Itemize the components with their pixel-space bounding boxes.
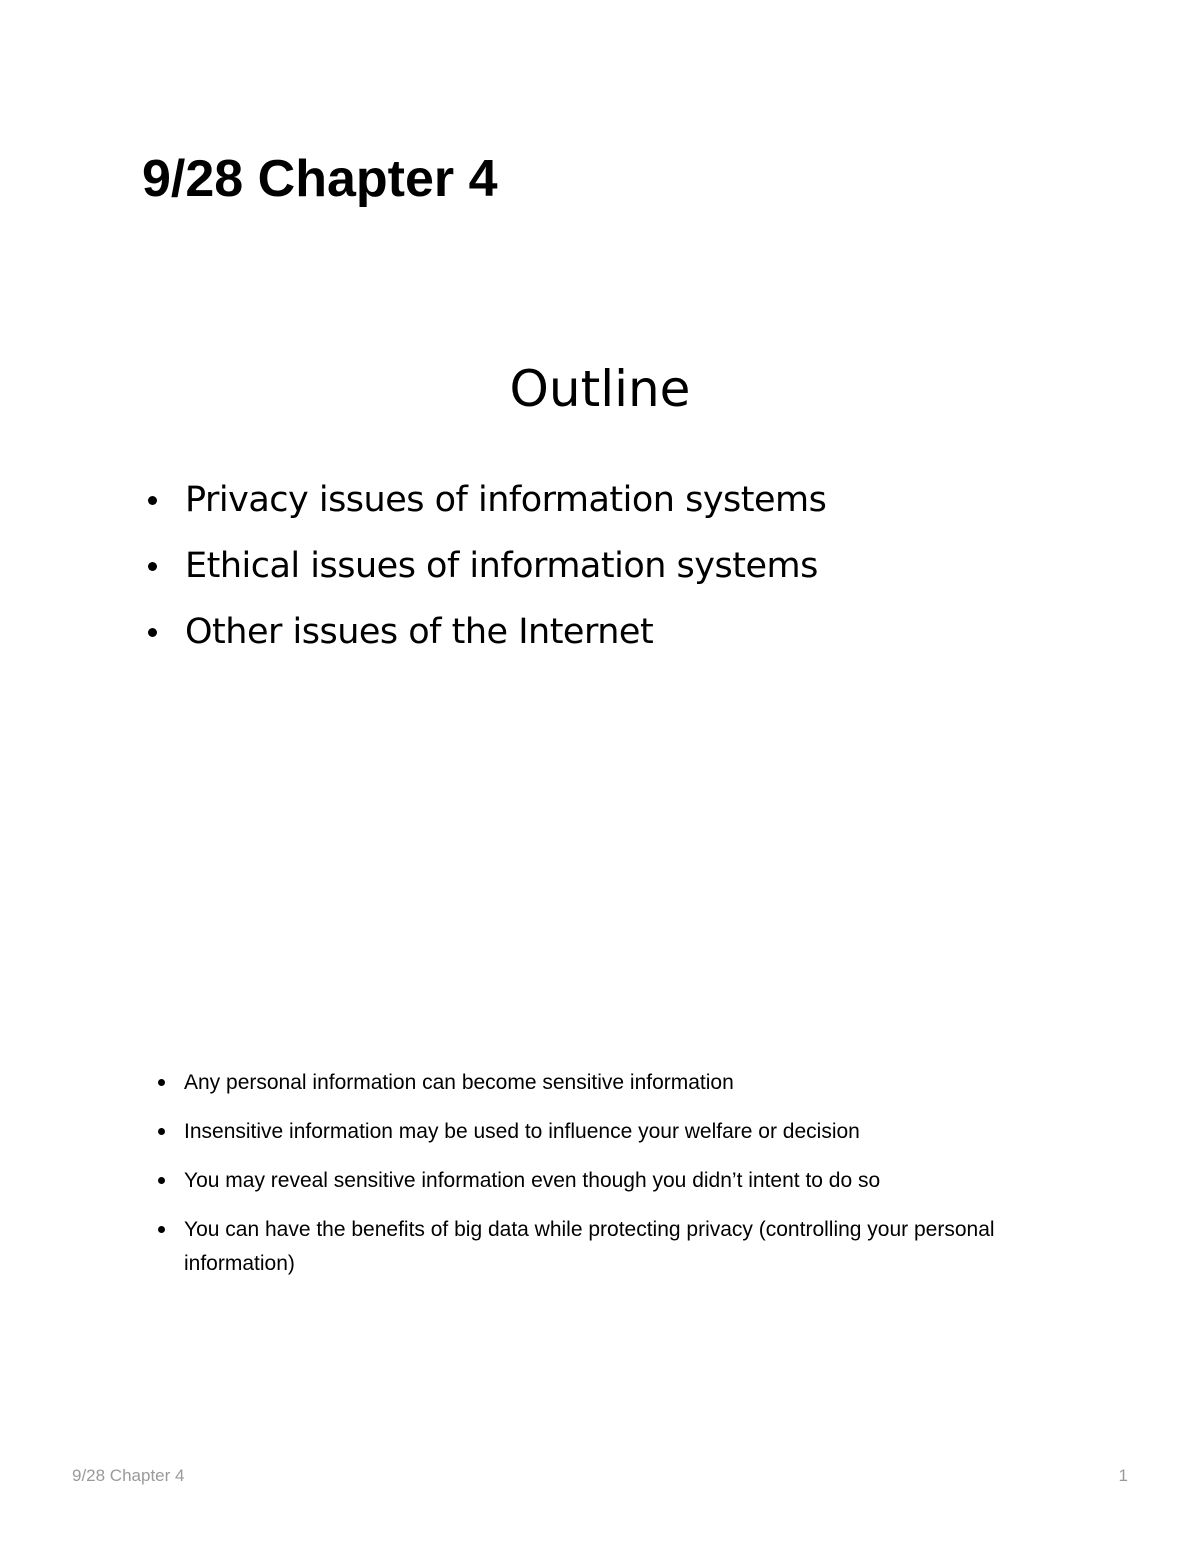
bullet-icon — [158, 1079, 165, 1086]
bullet-icon — [158, 1177, 165, 1184]
page-number: 1 — [1118, 1466, 1128, 1485]
bullet-icon — [158, 1226, 165, 1233]
slide-bullet-item — [145, 543, 826, 609]
slide-bullet-item — [145, 477, 826, 543]
bullet-icon — [158, 1128, 165, 1135]
page-title: 9/28 Chapter 4 — [142, 150, 498, 208]
slide-bullet-list — [145, 477, 826, 675]
bullet-icon — [148, 496, 157, 505]
slide-bullet-text: Privacy issues of information systems — [185, 480, 827, 520]
note-text: Any personal information can become sensitive information — [184, 1071, 734, 1094]
note-item — [155, 1115, 1035, 1149]
note-item — [155, 1164, 1035, 1198]
notes-list — [155, 1066, 1035, 1296]
footer-title: 9/28 Chapter 4 — [72, 1466, 185, 1485]
slide-bullet-text: Other issues of the Internet — [185, 612, 654, 652]
note-text: You can have the benefits of big data while protecting privacy (controlling your personal information) — [184, 1218, 995, 1275]
slide-heading: Outline — [509, 360, 691, 418]
note-text: Insensitive information may be used to influence your welfare or decision — [184, 1120, 860, 1143]
note-item — [155, 1066, 1035, 1100]
slide-bullet-text: Ethical issues of information systems — [185, 546, 818, 586]
bullet-icon — [148, 562, 157, 571]
note-text: You may reveal sensitive information even though you didn’t intent to do so — [184, 1169, 881, 1192]
slide-image — [120, 340, 1080, 700]
bullet-icon — [148, 628, 157, 637]
note-item — [155, 1213, 1035, 1281]
slide-bullet-item — [145, 609, 826, 675]
